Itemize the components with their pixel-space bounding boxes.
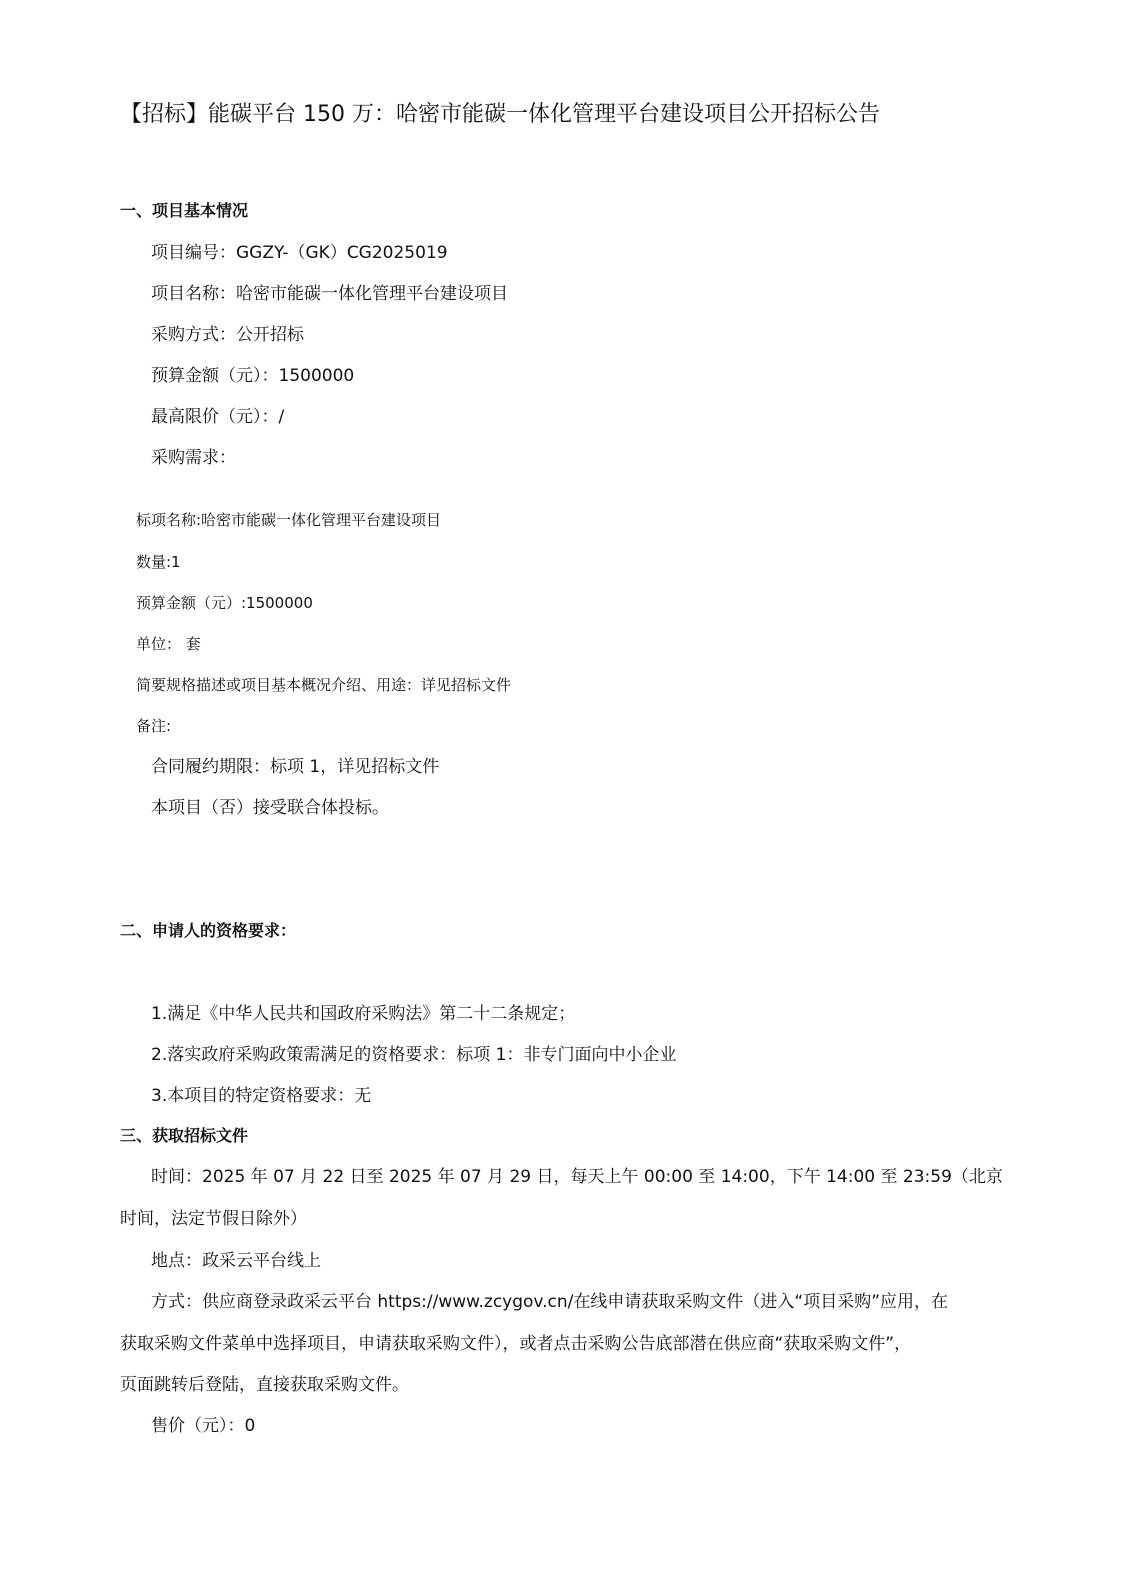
- unit: 单位： 套: [136, 635, 201, 653]
- method-line-1: 方式：供应商登录政采云平台 https://www.zcygov.cn/在线申请获取采购文件（进入“项目采购”应用，在: [151, 1292, 949, 1312]
- document-price: 售价（元）：0: [151, 1416, 256, 1436]
- project-name: 项目名称：哈密市能碳一体化管理平台建设项目: [151, 284, 508, 304]
- method-line-2: 获取采购文件菜单中选择项目，申请获取采购文件），或者点击采购公告底部潜在供应商“获取采购文件”，: [120, 1334, 912, 1354]
- max-price: 最高限价（元）：/: [151, 407, 285, 427]
- qualification-item: 1.满足《中华人民共和国政府采购法》第二十二条规定；: [151, 1004, 576, 1024]
- consortium-note: 本项目（否）接受联合体投标。: [151, 798, 389, 818]
- description: 简要规格描述或项目基本概况介绍、用途：详见招标文件: [136, 676, 512, 694]
- method-line-3: 页面跳转后登陆，直接获取采购文件。: [120, 1375, 409, 1395]
- quantity: 数量:1: [136, 553, 181, 571]
- time-line-1: 时间：2025 年 07 月 22 日至 2025 年 07 月 29 日，每天上午 00:00 至 14:00，下午 14:00 至 23:59（北京: [151, 1167, 1003, 1187]
- section-heading-obtain-documents: 三、获取招标文件: [120, 1126, 249, 1145]
- section-heading-qualifications: 二、申请人的资格要求：: [120, 921, 297, 940]
- contract-term: 合同履约期限：标项 1，详见招标文件: [151, 757, 440, 777]
- place: 地点：政采云平台线上: [151, 1251, 321, 1271]
- procurement-method: 采购方式：公开招标: [151, 325, 304, 345]
- remarks: 备注:: [136, 717, 172, 735]
- time-line-2: 时间，法定节假日除外）: [120, 1209, 307, 1229]
- lot-budget: 预算金额（元）:1500000: [136, 594, 313, 612]
- lot-name: 标项名称:哈密市能碳一体化管理平台建设项目: [136, 511, 442, 529]
- qualification-item: 2.落实政府采购政策需满足的资格要求：标项 1：非专门面向中小企业: [151, 1045, 677, 1065]
- document-title: 【招标】能碳平台 150 万：哈密市能碳一体化管理平台建设项目公开招标公告: [120, 102, 880, 127]
- section-heading-basic-info: 一、项目基本情况: [120, 201, 249, 220]
- procurement-demand-label: 采购需求：: [151, 448, 236, 468]
- qualification-item: 3.本项目的特定资格要求：无: [151, 1086, 372, 1106]
- budget-amount: 预算金额（元）：1500000: [151, 366, 355, 386]
- project-number: 项目编号：GGZY-（GK）CG2025019: [151, 243, 448, 263]
